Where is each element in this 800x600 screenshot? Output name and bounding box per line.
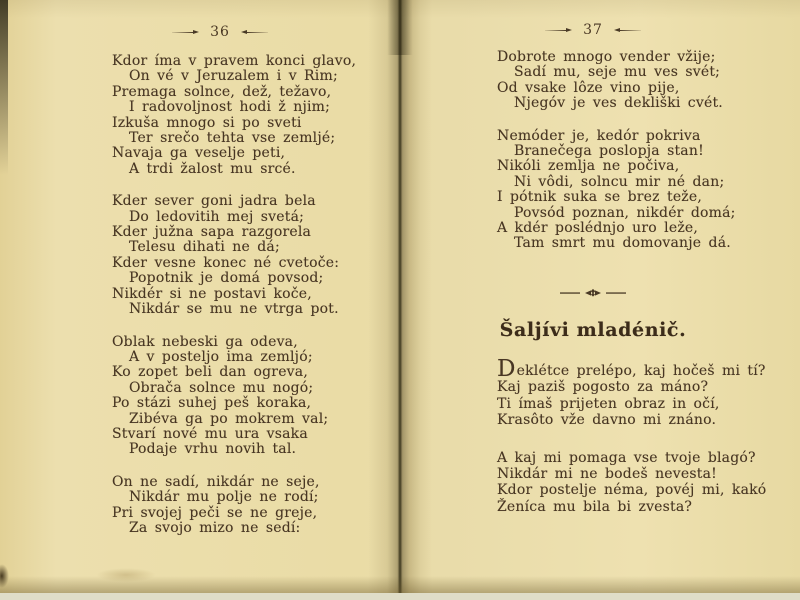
stanza xyxy=(497,129,747,252)
verse-line: Kdor postelje néma, povéj mi, kakó xyxy=(497,482,767,499)
verse-line: Ni vôdi, solncu mir né dan; xyxy=(514,173,725,190)
verse-line: A kdér poslédnjo uro leže, xyxy=(497,220,699,237)
verse-line: Popotnik je domá povsod; xyxy=(129,270,324,287)
scanner-bed-strip xyxy=(0,593,800,600)
verse-line: A trdi žalost mu srcé. xyxy=(129,160,296,177)
verse-line: Povsód poznan, nikdér domá; xyxy=(514,204,736,221)
page-right xyxy=(400,0,800,600)
verse-line: Izkuša mnogo si po sveti xyxy=(112,114,302,131)
verse-line: Kder južna sapa razgorela xyxy=(112,224,312,241)
verse-line: Deklétce prelépo, kaj hočeš mi tí? xyxy=(497,356,766,382)
page-bottom-shadow xyxy=(0,576,800,593)
page-header-right xyxy=(458,22,728,38)
verse-line: A kaj mi pomaga vse tvoje blagó? xyxy=(497,449,756,466)
header-dash-arrow-icon xyxy=(241,30,268,35)
scan-edge-shadow xyxy=(0,0,8,175)
verse-line: Krasôto vže davno mi znáno. xyxy=(497,412,717,429)
verse-line: Od vsake lôze vino pije, xyxy=(497,79,680,96)
stanza xyxy=(497,450,767,516)
verse-line: Dobrote mnogo vender vžije; xyxy=(497,49,716,65)
drop-cap: D xyxy=(497,356,516,382)
poem-text-right-top xyxy=(497,50,747,269)
verse-line: Po stázi suhej peš koraka, xyxy=(112,395,312,412)
verse-line: Njegóv je ves dekliški cvét. xyxy=(514,95,723,112)
section-separator xyxy=(458,287,728,299)
stanza xyxy=(497,50,747,112)
verse-line: On ne sadí, nikdár ne seje, xyxy=(112,473,320,490)
verse-line: Do ledovitih mej svetá; xyxy=(129,208,305,225)
stanza xyxy=(497,356,767,429)
verse-line: Ženíca mu bila bi zvesta? xyxy=(497,498,693,515)
verse-line: Navaja ga veselje peti, xyxy=(112,145,286,162)
fleuron-ornament-icon xyxy=(558,287,628,299)
poem-text-left xyxy=(112,54,362,553)
header-dash-arrow-icon xyxy=(172,30,199,35)
verse-line: Podaje vrhu novih tal. xyxy=(129,441,297,458)
stanza xyxy=(112,194,362,317)
stanza xyxy=(112,335,362,458)
verse-line: Pri svojej peči se ne greje, xyxy=(112,504,318,521)
verse-line: Ter srečo tehta vse zemljé; xyxy=(129,130,336,147)
verse-line: A v posteljo ima zemljó; xyxy=(129,348,313,365)
verse-line: Premaga solnce, dež, težavo, xyxy=(112,83,332,100)
header-dash-arrow-icon xyxy=(614,28,641,33)
verse-line: Nikdár mi ne bodeš nevesta! xyxy=(497,466,717,483)
verse-line: Nikóli zemlja ne počiva, xyxy=(497,158,680,175)
verse-line: Kaj paziš pogosto za máno? xyxy=(497,379,709,396)
header-dash-arrow-icon xyxy=(545,28,572,33)
poem-title: Šaljívi mladénič. xyxy=(499,319,687,341)
verse-line: On vé v Jeruzalem i v Rim; xyxy=(129,68,338,85)
page-number: 37 xyxy=(583,22,603,38)
verse-line: Telesu dihati ne dá; xyxy=(129,239,280,256)
verse-line: Nikdár mu polje ne rodí; xyxy=(129,489,319,506)
verse-line: I radovoljnost hodi ž njim; xyxy=(129,99,331,116)
verse-line: Ko zopet beli dan ogreva, xyxy=(112,364,308,381)
verse-line: Nikdár se mu ne vtrga pot. xyxy=(129,301,339,318)
verse-line: Kder vesne konec né cvetoče: xyxy=(112,254,340,271)
verse-line: Stvarí nové mu ura vsaka xyxy=(112,425,308,442)
verse-line: Nikdér si ne postavi koče, xyxy=(112,285,312,302)
poem-text-right-bottom xyxy=(497,356,767,536)
scan-corner-spot xyxy=(0,564,9,588)
verse-line: Kdor íma v pravem konci glavo, xyxy=(112,53,357,69)
verse-line: Kder sever goni jadra bela xyxy=(112,193,316,210)
verse-line: Za svojo mizo ne sedí: xyxy=(129,519,301,536)
verse-line: Zibéva ga po mokrem val; xyxy=(129,410,329,427)
stanza xyxy=(112,54,362,177)
verse-line: Ti ímaš prijeten obraz in očí, xyxy=(497,395,720,412)
verse-line: I pótnik suka se brez teže, xyxy=(497,189,703,206)
verse-line: Nemóder je, kedór pokriva xyxy=(497,127,701,144)
verse-line: Branečega poslopja stan! xyxy=(514,143,704,160)
page-number: 36 xyxy=(210,24,230,40)
verse-line: Sadí mu, seje mu ves svét; xyxy=(514,64,721,81)
verse-line: Tam smrt mu domovanje dá. xyxy=(514,235,731,252)
page-header-left xyxy=(70,24,370,40)
stanza xyxy=(112,475,362,537)
verse-line: Oblak nebeski ga odeva, xyxy=(112,333,298,350)
verse-line: Obrača solnce mu nogó; xyxy=(129,379,314,396)
